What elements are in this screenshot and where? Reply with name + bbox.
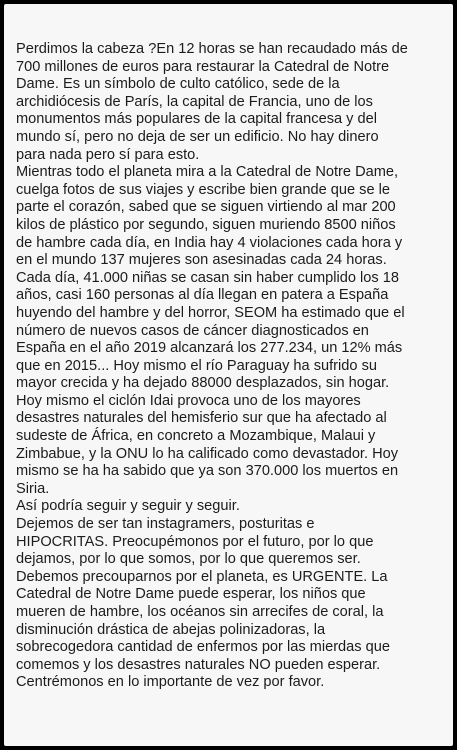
text-line: monumentos más populares de la capital francesa y del <box>16 111 377 128</box>
text-line: Centrémonos en lo importante de vez por favor. <box>16 674 325 691</box>
text-line: Catedral de Notre Dame puede esperar, los niños que <box>16 586 366 603</box>
text-line: mayor crecida y ha dejado 88000 desplazados, sin hogar. <box>16 375 390 392</box>
text-line: Perdimos la cabeza ?En 12 horas se han recaudado más de <box>16 41 408 57</box>
text-line: parte el corazón, sabed que se siguen virtiendo al mar 200 <box>16 199 396 216</box>
text-line: Así podría seguir y seguir y seguir. <box>16 498 240 515</box>
text-line: en el mundo 137 mujeres son asesinadas cada 24 horas. <box>16 252 387 269</box>
text-line: Hoy mismo el ciclón Idai provoca uno de los mayores <box>16 392 361 409</box>
text-line: huyendo del hambre y del horror, SEOM ha estimado que el <box>16 304 405 321</box>
text-line: Dame. Es un símbolo de culto católico, sede de la <box>16 76 340 93</box>
text-line: Debemos precouparnos por el planeta, es URGENTE. La <box>16 568 388 585</box>
text-line: que en 2015... Hoy mismo el río Paraguay ha sufrido su <box>16 357 377 374</box>
text-line: HIPOCRITAS. Preocupémonos por el futuro, por lo que <box>16 533 374 550</box>
text-line: mueren de hambre, los océanos sin arrecifes de coral, la <box>16 604 384 620</box>
text-line: años, casi 160 personas al día llegan en patera a España <box>16 287 389 304</box>
text-line: archidiócesis de París, la capital de Francia, uno de los <box>16 93 373 110</box>
text-line: Zimbabue, y la ONU lo ha calificado como devastador. Hoy <box>16 445 399 462</box>
text-line: para nada pero sí para esto. <box>16 146 200 163</box>
text-line: kilos de plástico por segundo, siguen muriendo 8500 niños <box>16 216 396 233</box>
text-line: Dejemos de ser tan instagramers, posturitas e <box>16 516 315 533</box>
text-line: 700 millones de euros para restaurar la Catedral de Notre <box>16 58 390 75</box>
text-line: dejamos, por lo que somos, por lo que queremos ser. <box>16 551 361 568</box>
text-line: cuelga fotos de sus viajes y escribe bien grande que se le <box>16 181 390 198</box>
post-text <box>16 41 448 692</box>
text-line: número de nuevos casos de cáncer diagnosticados en <box>16 322 369 339</box>
text-line: disminución drástica de abejas polinizadoras, la <box>16 621 326 638</box>
text-line: Siria. <box>16 480 50 497</box>
text-line: Cada día, 41.000 niñas se casan sin haber cumplido los 18 <box>16 269 399 286</box>
text-line: comemos y los desastres naturales NO pueden esperar. <box>16 656 381 673</box>
text-line: de hambre cada día, en India hay 4 violaciones cada hora y <box>16 234 403 251</box>
post-card <box>4 4 453 746</box>
text-line: sobrecogedora cantidad de enfermos por las mierdas que <box>16 639 390 656</box>
text-line: Mientras todo el planeta mira a la Catedral de Notre Dame, <box>16 164 399 181</box>
text-line: mismo se ha ha sabido que ya son 370.000 los muertos en <box>16 463 399 480</box>
text-line: sudeste de África, en concreto a Mozambique, Malaui y <box>16 428 376 445</box>
text-line: desastres naturales del hemisferio sur que ha afectado al <box>16 410 387 427</box>
text-line: España en el año 2019 alcanzará los 277.234, un 12% más <box>16 340 403 357</box>
text-line: mundo sí, pero no deja de ser un edificio. No hay dinero <box>16 128 379 145</box>
